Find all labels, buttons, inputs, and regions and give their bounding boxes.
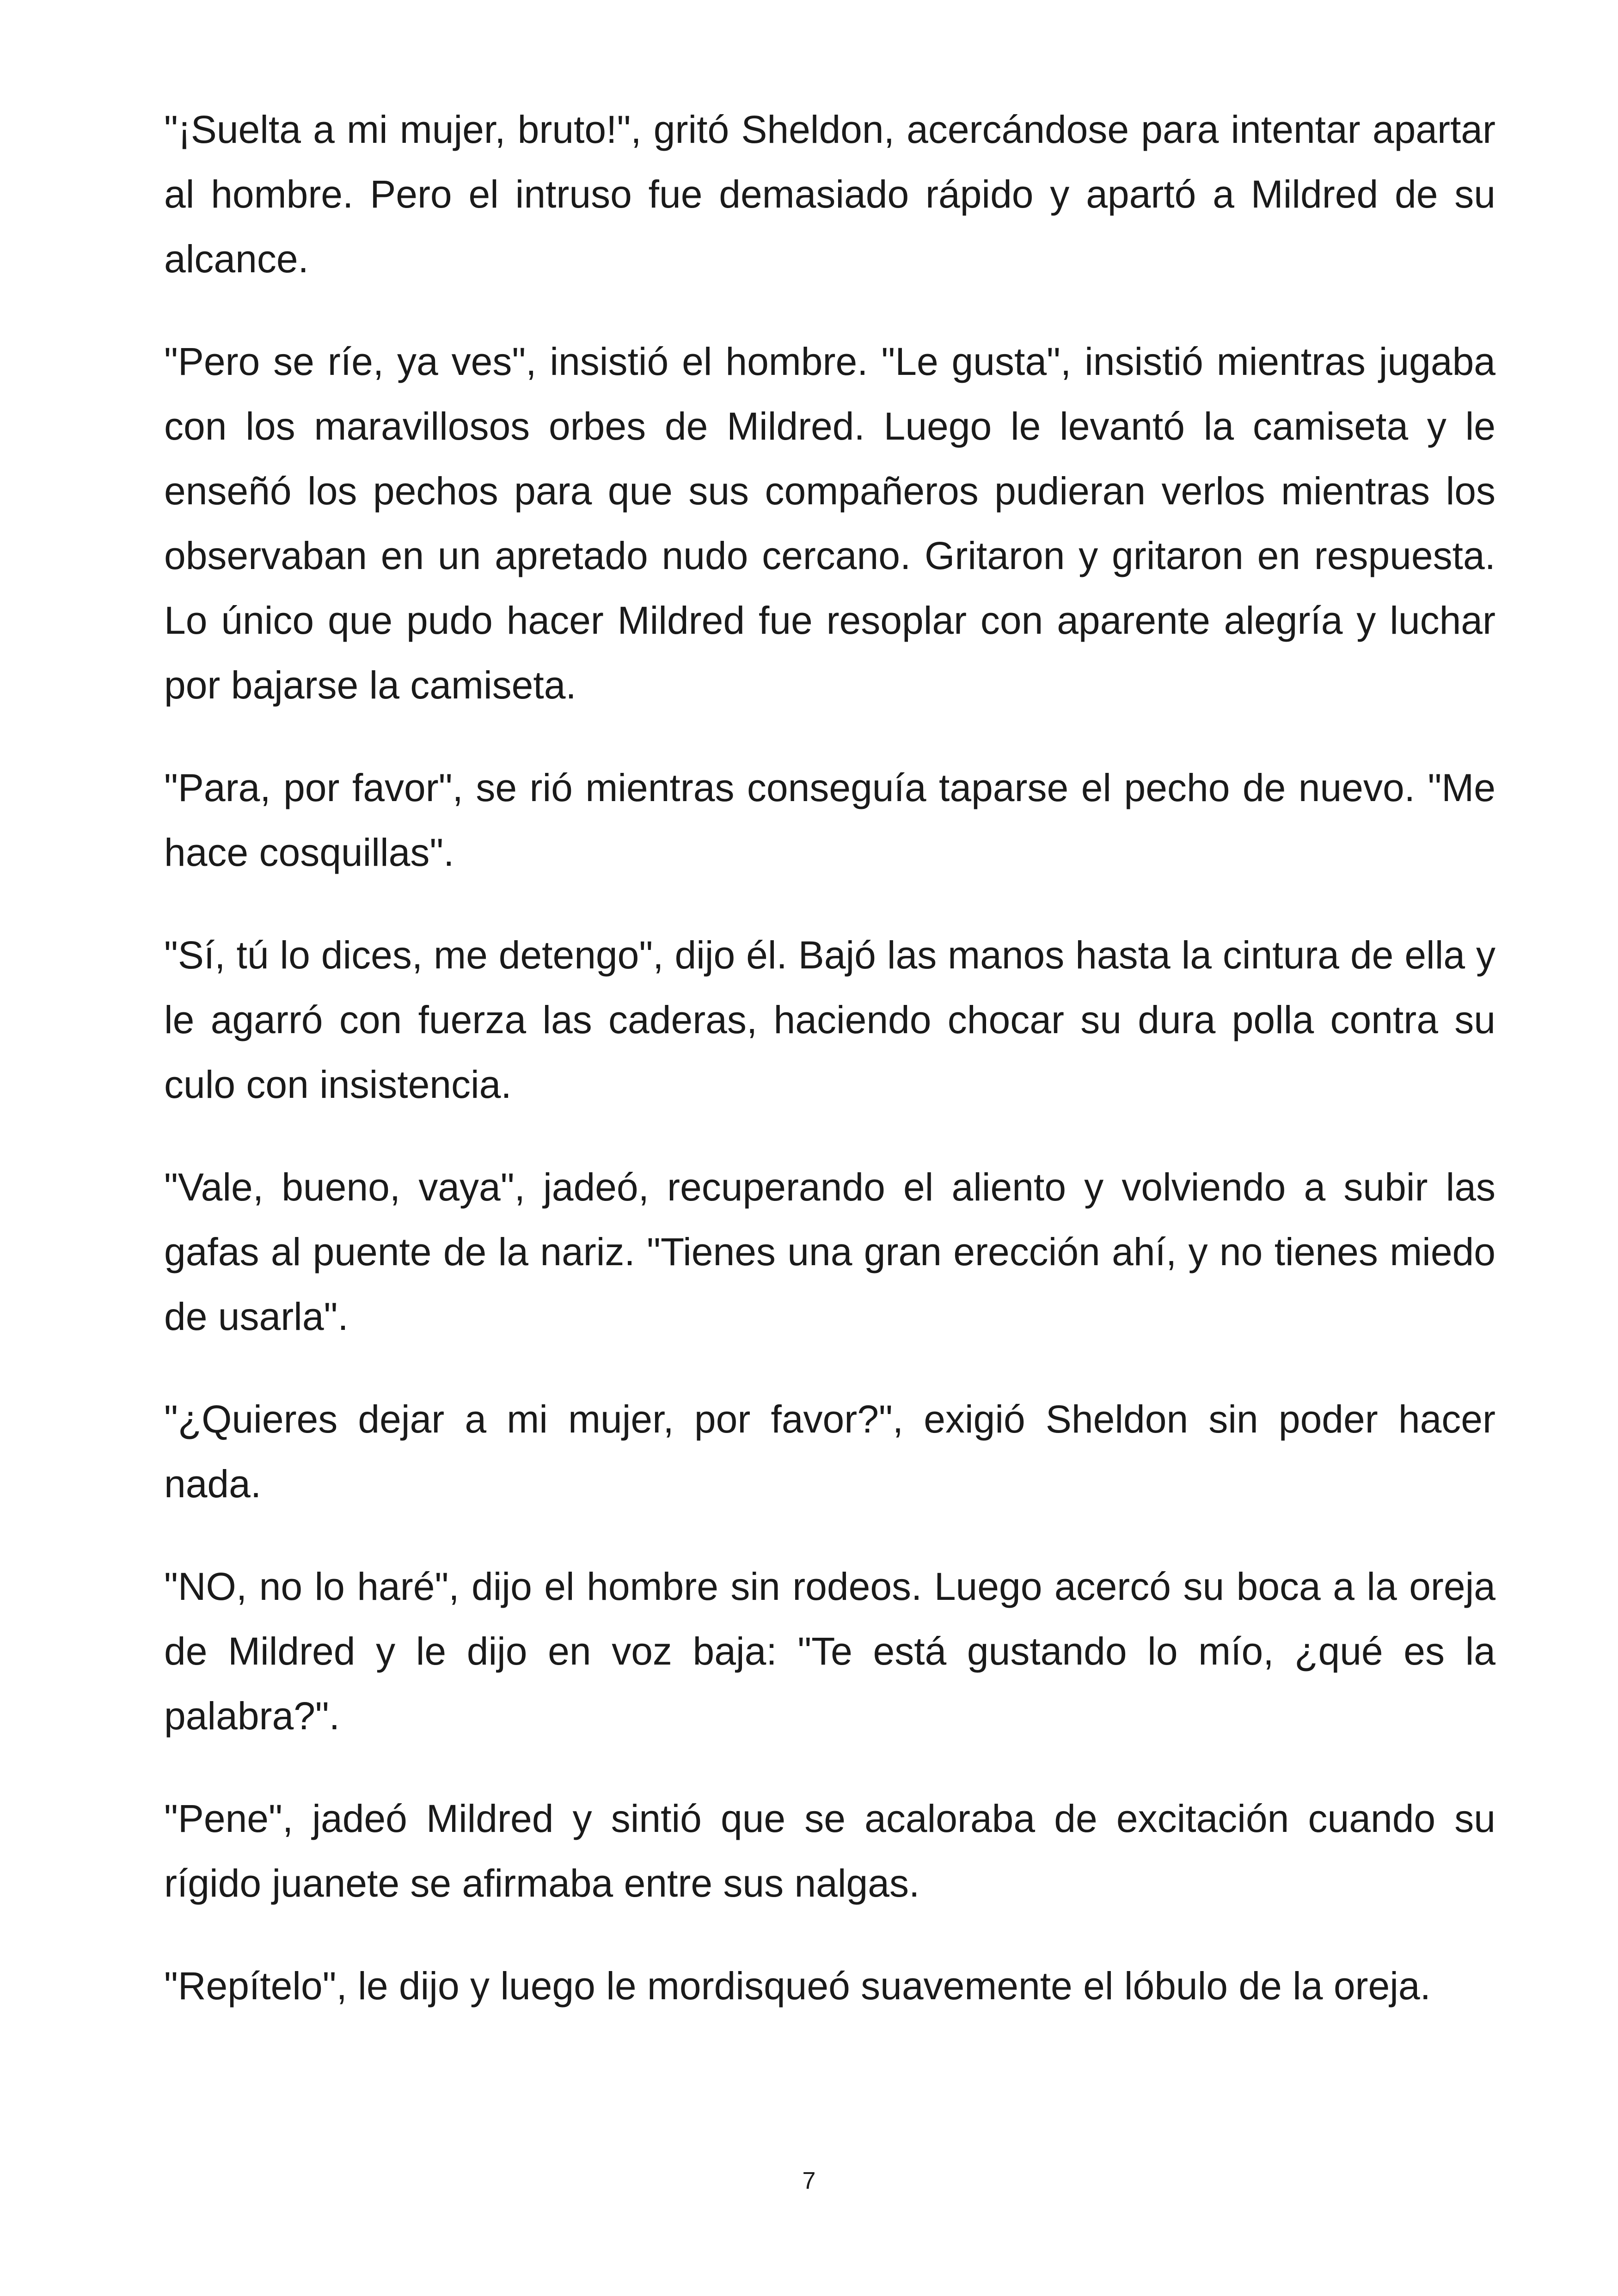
paragraph-8: "Pene", jadeó Mildred y sintió que se acaloraba de excitación cuando su rígido juanete se afirmaba entre sus nalgas. <box>164 1797 1495 1905</box>
paragraph-5: "Vale, bueno, vaya", jadeó, recuperando el aliento y volviendo a subir las gafas al puente de la nariz. "Tienes una gran erección ahí, y no tienes miedo de usarla". <box>164 1165 1495 1338</box>
paragraph-6: "¿Quieres dejar a mi mujer, por favor?", exigió Sheldon sin poder hacer nada. <box>164 1397 1495 1506</box>
paragraph-7: "NO, no lo haré", dijo el hombre sin rodeos. Luego acercó su boca a la oreja de Mildred y le dijo en voz baja: "Te está gustando lo mío, ¿qué es la palabra?". <box>164 1565 1495 1738</box>
page-body <box>164 97 1495 2056</box>
paragraph-1: "¡Suelta a mi mujer, bruto!", gritó Sheldon, acercándose para intentar apartar al hombre. Pero el intruso fue demasiado rápido y apartó a Mildred de su alcance. <box>164 108 1495 281</box>
paragraph-4: "Sí, tú lo dices, me detengo", dijo él. Bajó las manos hasta la cintura de ella y le agarró con fuerza las caderas, haciendo chocar su dura polla contra su culo con insistencia. <box>164 933 1495 1106</box>
paragraph-9: "Repítelo", le dijo y luego le mordisqueó suavemente el lóbulo de la oreja. <box>164 1964 1431 2008</box>
page-number: 7 <box>802 2167 816 2194</box>
paragraph-2: "Pero se ríe, ya ves", insistió el hombre. "Le gusta", insistió mientras jugaba con los maravillosos orbes de Mildred. Luego le levantó la camiseta y le enseñó los pechos para que sus compañeros pudieran verlos mientras los observaban en un apretado nudo cercano. Gritaron y gritaron en respuesta. Lo único que pudo hacer Mildred fue resoplar con aparente alegría y luchar por bajarse la camiseta. <box>164 340 1495 707</box>
paragraph-3: "Para, por favor", se rió mientras conseguía taparse el pecho de nuevo. "Me hace cosquillas". <box>164 766 1495 874</box>
